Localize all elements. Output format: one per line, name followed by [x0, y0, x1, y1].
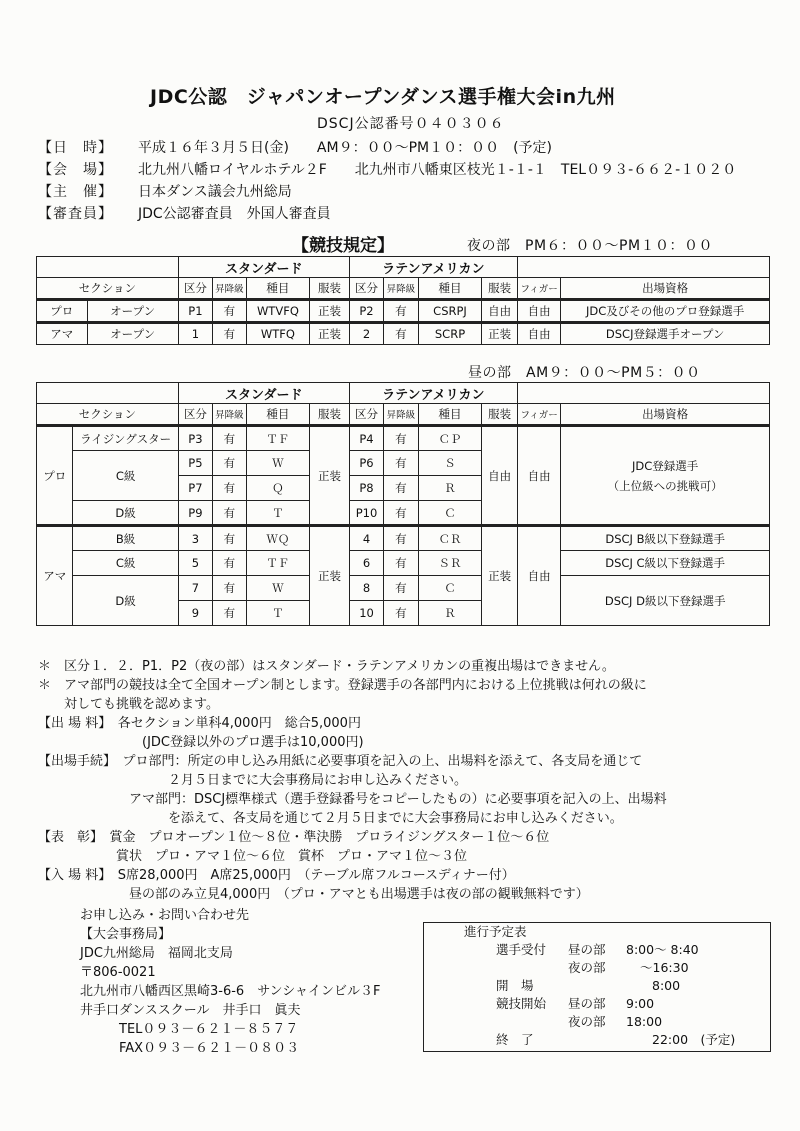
- info-organizer: [38, 181, 292, 201]
- eligibility-line: JDC登録選手: [632, 458, 699, 473]
- promo-cell: 有: [384, 451, 418, 476]
- eligibility-header: 出場資格: [561, 404, 770, 426]
- events-header: 種目: [246, 278, 310, 300]
- section-cell: D級: [73, 576, 178, 626]
- class-cell: P6: [349, 451, 383, 476]
- events-cell: WTVFQ: [246, 300, 310, 323]
- contact-line: 【大会事務局】: [80, 927, 172, 942]
- figure-cell: 自由: [517, 323, 561, 345]
- note-line: 賞状 プロ・アマ１位～６位 賞杯 プロ・アマ１位～３位: [38, 849, 468, 864]
- night-time: 夜の部 PM６：００～PM１０：００: [467, 238, 714, 254]
- events-header: 種目: [246, 404, 310, 426]
- class-cell: P5: [178, 451, 212, 476]
- schedule-part: 昼の部: [568, 942, 606, 957]
- promo-cell: 有: [213, 451, 246, 476]
- section-cell: B級: [73, 526, 178, 551]
- schedule-row: [496, 995, 735, 1013]
- blank-cell: [37, 383, 179, 404]
- division-cell: プロ: [37, 300, 88, 323]
- dress-cell: 正装: [310, 526, 350, 626]
- latin-header: ラテンアメリカン: [349, 383, 517, 404]
- events-cell: CSRPJ: [418, 300, 482, 323]
- info-value: JDC公認審査員 外国人審査員: [138, 206, 331, 222]
- table-row: [37, 426, 770, 451]
- promo-cell: 有: [384, 601, 418, 626]
- class-cell: P10: [349, 501, 383, 526]
- note-line: アマ部門：DSCJ標準様式（選手登録番号をコピーしたもの）に必要事項を記入の上、出場料: [38, 792, 667, 807]
- events-cell: Ｃ: [418, 576, 482, 601]
- note-line: 【表 彰】 賞金 プロオープン１位～８位・準決勝 プロライジングスター１位～６位: [38, 830, 550, 845]
- dress-header: 服装: [310, 404, 350, 426]
- info-value: 平成１６年３月５日(金) AM９：００～PM１０：００ (予定): [138, 140, 553, 156]
- events-cell: WTFQ: [246, 323, 310, 345]
- events-header: 種目: [418, 278, 482, 300]
- events-cell: ＣＰ: [418, 426, 482, 451]
- section-cell: C級: [73, 451, 178, 501]
- promo-header: 昇降級: [213, 404, 246, 426]
- table-row: [37, 551, 770, 576]
- blank-cell: [37, 257, 179, 278]
- class-cell: P4: [349, 426, 383, 451]
- events-cell: ＳＲ: [418, 551, 482, 576]
- schedule-part: 昼の部: [568, 996, 606, 1011]
- eligibility-cell: DSCJ D級以下登録選手: [561, 576, 770, 626]
- promo-cell: 有: [213, 501, 246, 526]
- promo-cell: 有: [384, 526, 418, 551]
- contact-line: FAX０９３－６２１－０８０３: [80, 1041, 300, 1056]
- events-cell: Ｒ: [418, 601, 482, 626]
- class-cell: P8: [349, 476, 383, 501]
- events-cell: Ｗ: [246, 576, 310, 601]
- notes-block: [38, 657, 667, 904]
- promo-cell: 有: [384, 300, 418, 323]
- info-label: 【日 時】: [38, 140, 113, 156]
- note-line: 昼の部のみ立見4,000円 （プロ・アマとも出場選手は夜の部の観戦無料です）: [38, 887, 589, 902]
- blank-cell: [517, 257, 769, 278]
- dress-cell: 正装: [310, 426, 350, 526]
- promo-cell: 有: [384, 476, 418, 501]
- eligibility-cell: DSCJ B級以下登録選手: [561, 526, 770, 551]
- promo-cell: 有: [384, 551, 418, 576]
- info-value: 北九州八幡ロイヤルホテル２F 北九州市八幡東区枝光１-１-１ TEL０９３-６６２-１０２０: [138, 162, 737, 178]
- page-title: JDC公認 ジャパンオープンダンス選手権大会in九州: [150, 86, 616, 108]
- division-cell: プロ: [37, 426, 73, 526]
- class-cell: 2: [349, 323, 383, 345]
- night-table: [36, 256, 770, 345]
- schedule-row: [496, 977, 735, 995]
- class-cell: 7: [178, 576, 212, 601]
- info-label: 【主 催】: [38, 184, 113, 200]
- day-time: 昼の部 AM９：００～PM５：００: [468, 365, 701, 381]
- class-cell: 5: [178, 551, 212, 576]
- schedule-time: 8:00～ 8:40: [626, 942, 699, 957]
- class-cell: P9: [178, 501, 212, 526]
- figure-cell: 自由: [517, 426, 561, 526]
- section-cell: オープン: [87, 323, 178, 345]
- schedule-label: 開 場: [496, 978, 534, 993]
- promo-cell: 有: [213, 476, 246, 501]
- contact-line: 〒806-0021: [80, 965, 156, 980]
- class-cell: 6: [349, 551, 383, 576]
- class-header: 区分: [349, 278, 383, 300]
- dress-header: 服装: [482, 278, 517, 300]
- class-cell: 9: [178, 601, 212, 626]
- section-cell: D級: [73, 501, 178, 526]
- promo-cell: 有: [213, 551, 246, 576]
- contact-line: TEL０９３－６２１－８５７７: [80, 1022, 299, 1037]
- schedule-row: [496, 941, 735, 959]
- events-cell: ＴＦ: [246, 426, 310, 451]
- division-cell: アマ: [37, 526, 73, 626]
- figure-cell: 自由: [517, 300, 561, 323]
- schedule-time: 22:00 (予定): [652, 1032, 736, 1047]
- section-header: セクション: [37, 278, 179, 300]
- dress-cell: 正装: [482, 526, 517, 626]
- dress-cell: 正装: [310, 323, 350, 345]
- schedule-part: 夜の部: [568, 1014, 606, 1029]
- note-line: を添えて、各支局を通じて２月５日までに大会事務局にお申し込みください。: [38, 811, 623, 826]
- note-line: ２月５日までに大会事務局にお申し込みください。: [38, 773, 468, 788]
- info-label: 【会 場】: [38, 162, 113, 178]
- note-line: 対しても挑戦を認めます。: [38, 697, 219, 712]
- promo-cell: 有: [213, 601, 246, 626]
- section-cell: C級: [73, 551, 178, 576]
- note-line: ＊ 区分１．２．P1．P2（夜の部）はスタンダード・ラテンアメリカンの重複出場はできません。: [38, 659, 615, 674]
- promo-cell: 有: [384, 323, 418, 345]
- schedule-time: ～16:30: [640, 960, 689, 975]
- contact-line: 北九州市八幡西区黒崎3-6-6 サンシャインビル３F: [80, 984, 381, 999]
- events-cell: SCRP: [418, 323, 482, 345]
- standard-header: スタンダード: [178, 257, 349, 278]
- class-cell: 3: [178, 526, 212, 551]
- promo-cell: 有: [213, 426, 246, 451]
- class-cell: P3: [178, 426, 212, 451]
- class-cell: 4: [349, 526, 383, 551]
- note-line: (JDC登録以外のプロ選手は10,000円): [38, 735, 364, 750]
- info-datetime: [38, 137, 552, 157]
- promo-header: 昇降級: [384, 278, 418, 300]
- table-row: [37, 323, 770, 345]
- rules-heading: 【競技規定】: [292, 236, 394, 256]
- promo-cell: 有: [384, 426, 418, 451]
- schedule-label: 選手受付: [496, 942, 547, 957]
- contact-line: JDC九州総局 福岡北支局: [80, 946, 233, 961]
- promo-cell: 有: [213, 300, 246, 323]
- dress-cell: 自由: [482, 300, 517, 323]
- promo-cell: 有: [213, 323, 246, 345]
- schedule-time: 8:00: [652, 978, 681, 993]
- dress-header: 服装: [482, 404, 517, 426]
- table-row: [37, 576, 770, 601]
- cert-number: DSCJ公認番号０４０３０６: [317, 116, 505, 132]
- section-cell: オープン: [87, 300, 178, 323]
- info-judges: [38, 203, 331, 223]
- figure-header: フィガー: [517, 278, 561, 300]
- schedule-label: 終 了: [496, 1032, 534, 1047]
- schedule-title: 進行予定表: [464, 924, 527, 939]
- schedule-time: 18:00: [626, 1014, 663, 1029]
- note-line: 【出場手続】 プロ部門：所定の申し込み用紙に必要事項を記入の上、出場料を添えて、各支局を通じて: [38, 754, 643, 769]
- events-cell: ＣＲ: [418, 526, 482, 551]
- schedule-row: [496, 1013, 735, 1031]
- events-cell: Ｒ: [418, 476, 482, 501]
- class-cell: 10: [349, 601, 383, 626]
- eligibility-cell: JDC及びその他のプロ登録選手: [561, 300, 770, 323]
- note-line: 【出 場 料】 各セクション単科4,000円 総合5,000円: [38, 716, 361, 731]
- schedule-label: 競技開始: [496, 996, 547, 1011]
- promo-header: 昇降級: [213, 278, 246, 300]
- section-header: セクション: [37, 404, 179, 426]
- promo-cell: 有: [213, 576, 246, 601]
- day-table: [36, 382, 770, 626]
- events-header: 種目: [418, 404, 482, 426]
- promo-cell: 有: [384, 576, 418, 601]
- schedule-rows: [496, 941, 735, 1049]
- class-cell: 8: [349, 576, 383, 601]
- events-cell: Ｑ: [246, 476, 310, 501]
- promo-cell: 有: [384, 501, 418, 526]
- figure-header: フィガー: [517, 404, 561, 426]
- section-cell: ライジングスター: [73, 426, 178, 451]
- dress-cell: 自由: [482, 426, 517, 526]
- eligibility-header: 出場資格: [561, 278, 770, 300]
- contact-block: [80, 906, 380, 1058]
- dress-cell: 正装: [310, 300, 350, 323]
- schedule-row: [496, 959, 735, 977]
- class-cell: 1: [178, 323, 212, 345]
- events-cell: Ｃ: [418, 501, 482, 526]
- division-cell: アマ: [37, 323, 88, 345]
- class-header: 区分: [178, 278, 212, 300]
- info-value: 日本ダンス議会九州総局: [138, 184, 292, 200]
- class-cell: P7: [178, 476, 212, 501]
- promo-header: 昇降級: [384, 404, 418, 426]
- schedule-time: 9:00: [626, 996, 655, 1011]
- table-row: [37, 300, 770, 323]
- eligibility-cell: DSCJ登録選手オープン: [561, 323, 770, 345]
- standard-header: スタンダード: [178, 383, 349, 404]
- figure-cell: 自由: [517, 526, 561, 626]
- blank-cell: [517, 383, 769, 404]
- note-line: ＊ アマ部門の競技は全て全国オープン制とします。登録選手の各部門内における上位挑戦は何れの級に: [38, 678, 647, 693]
- events-cell: ＷＱ: [246, 526, 310, 551]
- eligibility-cell: [561, 426, 770, 526]
- latin-header: ラテンアメリカン: [349, 257, 517, 278]
- events-cell: ＴＦ: [246, 551, 310, 576]
- contact-line: 井手口ダンススクール 井手口 眞夫: [80, 1003, 301, 1018]
- events-cell: Ｓ: [418, 451, 482, 476]
- contact-line: お申し込み・お問い合わせ先: [80, 908, 250, 923]
- events-cell: Ｔ: [246, 601, 310, 626]
- info-label: 【審査員】: [38, 206, 113, 222]
- schedule-row: [496, 1031, 735, 1049]
- eligibility-cell: DSCJ C級以下登録選手: [561, 551, 770, 576]
- class-header: 区分: [349, 404, 383, 426]
- promo-cell: 有: [213, 526, 246, 551]
- dress-header: 服装: [310, 278, 350, 300]
- info-venue: [38, 159, 736, 179]
- schedule-part: 夜の部: [568, 960, 606, 975]
- table-row: [37, 526, 770, 551]
- dress-cell: 正装: [482, 323, 517, 345]
- events-cell: Ｔ: [246, 501, 310, 526]
- events-cell: Ｗ: [246, 451, 310, 476]
- eligibility-line: （上位級への挑戦可）: [607, 478, 723, 493]
- note-line: 【入 場 料】 S席28,000円 A席25,000円 （テーブル席フルコースディナー付）: [38, 868, 515, 883]
- class-header: 区分: [178, 404, 212, 426]
- class-cell: P2: [349, 300, 383, 323]
- class-cell: P1: [178, 300, 212, 323]
